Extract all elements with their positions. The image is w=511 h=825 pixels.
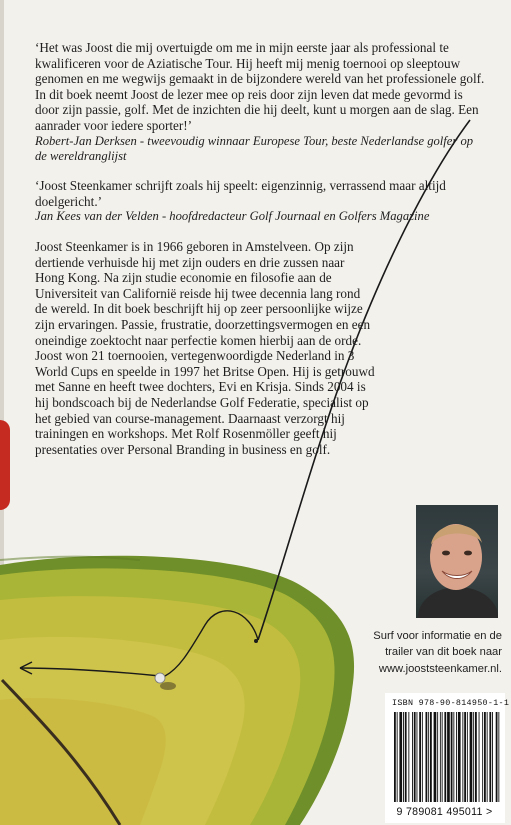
barcode-bar xyxy=(451,712,453,802)
quote-text: ‘Het was Joost die mij overtuigde om me in mijn eerste jaar als professional te kwalificeren voor de Aziatische Tour. Hij heeft mij menig toernooi op sleeptouw genomen en me wegwijs gemaakt in de bijzondere wereld van het professionele golf. In dit boek neemt Joost de lezer mee op reis door zijn leven dat mede gevormd is door zijn passie, golf. Met de inzichten die hij deelt, kunt u morgen aan de slag. Een aanrader voor iedere sporter!’ xyxy=(35,40,485,133)
barcode-bar xyxy=(489,712,491,802)
barcode-bar xyxy=(430,712,432,802)
barcode-bar xyxy=(422,712,423,802)
barcode-bar xyxy=(464,712,466,802)
website-link[interactable]: www.jooststeenkamer.nl. xyxy=(378,662,502,675)
red-flag-edge xyxy=(0,420,10,510)
barcode-bar xyxy=(447,712,450,802)
barcode-bar xyxy=(428,712,429,802)
quote-attribution: Jan Kees van der Velden - hoofdredacteur Golf Journaal en Golfers Magazine xyxy=(35,209,430,224)
barcode-digits xyxy=(382,806,507,818)
barcode-bar xyxy=(437,712,438,802)
barcode-bar xyxy=(397,712,398,802)
barcode-bar xyxy=(414,712,416,802)
barcode-bar xyxy=(417,712,418,802)
quote-derksen xyxy=(35,40,485,164)
author-bio: Joost Steenkamer is in 1966 geboren in Amstelveen. Op zijn dertiende verhuisde hij met zijn ouders en drie zussen naar Hong Kong. Na zijn studie economie en filosofie aan de Universiteit van Californië reisde hij twee decennia lang rond de wereld. In dit boek beschrijft hij op zeer persoonlijke wijze zijn ervaringen. Passie, frustratie, doorzettingsvermogen en een oneindige zoektocht naar perfectie komen hierbij aan de orde. Joost won 21 toernooien, vertegenwoordigde Nederland in 3 World Cups en speelde in 1997 het Britse Open. Hij is getrouwd met Sanne en heeft twee dochters, Evi en Krisja. Sinds 2004 is hij bondscoach bij de Nederlandse Golf Federatie, specialist op het gebied van course-management. Daarnaast verzorgt hij trainingen en workshops. Met Rolf Rosenmöller geeft hij presentaties over Personal Branding in business en golf. xyxy=(35,239,375,457)
golf-ball-icon xyxy=(155,673,165,683)
barcode-bar xyxy=(453,712,454,802)
barcode-bar xyxy=(492,712,493,802)
barcode-bar xyxy=(496,712,498,802)
barcode-bar xyxy=(470,712,473,802)
barcode-bar xyxy=(442,712,443,802)
barcode-number: 9 789081 495011 xyxy=(396,806,483,818)
portrait-drawing xyxy=(416,505,498,618)
barcode-bar xyxy=(456,712,457,802)
barcode-bar xyxy=(412,712,413,802)
barcode-bar xyxy=(405,712,407,802)
barcode-bar xyxy=(484,712,486,802)
barcode-bar xyxy=(419,712,421,802)
barcode-suffix: > xyxy=(485,806,493,818)
barcode-bar xyxy=(487,712,488,802)
quote-attribution: Robert-Jan Derksen - tweevoudig winnaar Europese Tour, beste Nederlandse golfer op de wereldranglijst xyxy=(35,133,474,163)
barcode-bar xyxy=(399,712,402,802)
ball-shadow xyxy=(160,682,176,690)
barcode-bar xyxy=(434,712,437,802)
barcode-bar xyxy=(462,712,463,802)
info-note xyxy=(352,628,502,677)
quote-text: ‘Joost Steenkamer schrijft zoals hij speelt: eigenzinnig, verrassend maar altijd doelgericht.’ xyxy=(35,178,446,209)
barcode-bar xyxy=(475,712,477,802)
barcode-bar xyxy=(426,712,428,802)
isbn-label: ISBN 978-90-814950-1-1 xyxy=(392,698,510,708)
barcode-bar xyxy=(394,712,396,802)
author-portrait xyxy=(416,505,498,618)
fairway-shadow xyxy=(0,698,166,825)
barcode-bar xyxy=(479,712,480,802)
barcode-bar xyxy=(408,712,409,802)
barcode-bar xyxy=(467,712,468,802)
barcode-bar xyxy=(440,712,441,802)
barcode-bar xyxy=(498,712,499,802)
landing-mark-icon xyxy=(254,639,258,643)
info-line-1: Surf voor informatie en de xyxy=(373,630,502,642)
info-line-2: trailer van dit boek naar xyxy=(385,646,502,659)
barcode-bar xyxy=(403,712,404,802)
barcode-bar xyxy=(444,712,446,802)
barcode-bar xyxy=(473,712,474,802)
quote-van-der-velden xyxy=(35,178,485,224)
barcode-bar xyxy=(482,712,483,802)
barcode xyxy=(392,712,502,804)
barcode-bar xyxy=(458,712,461,802)
